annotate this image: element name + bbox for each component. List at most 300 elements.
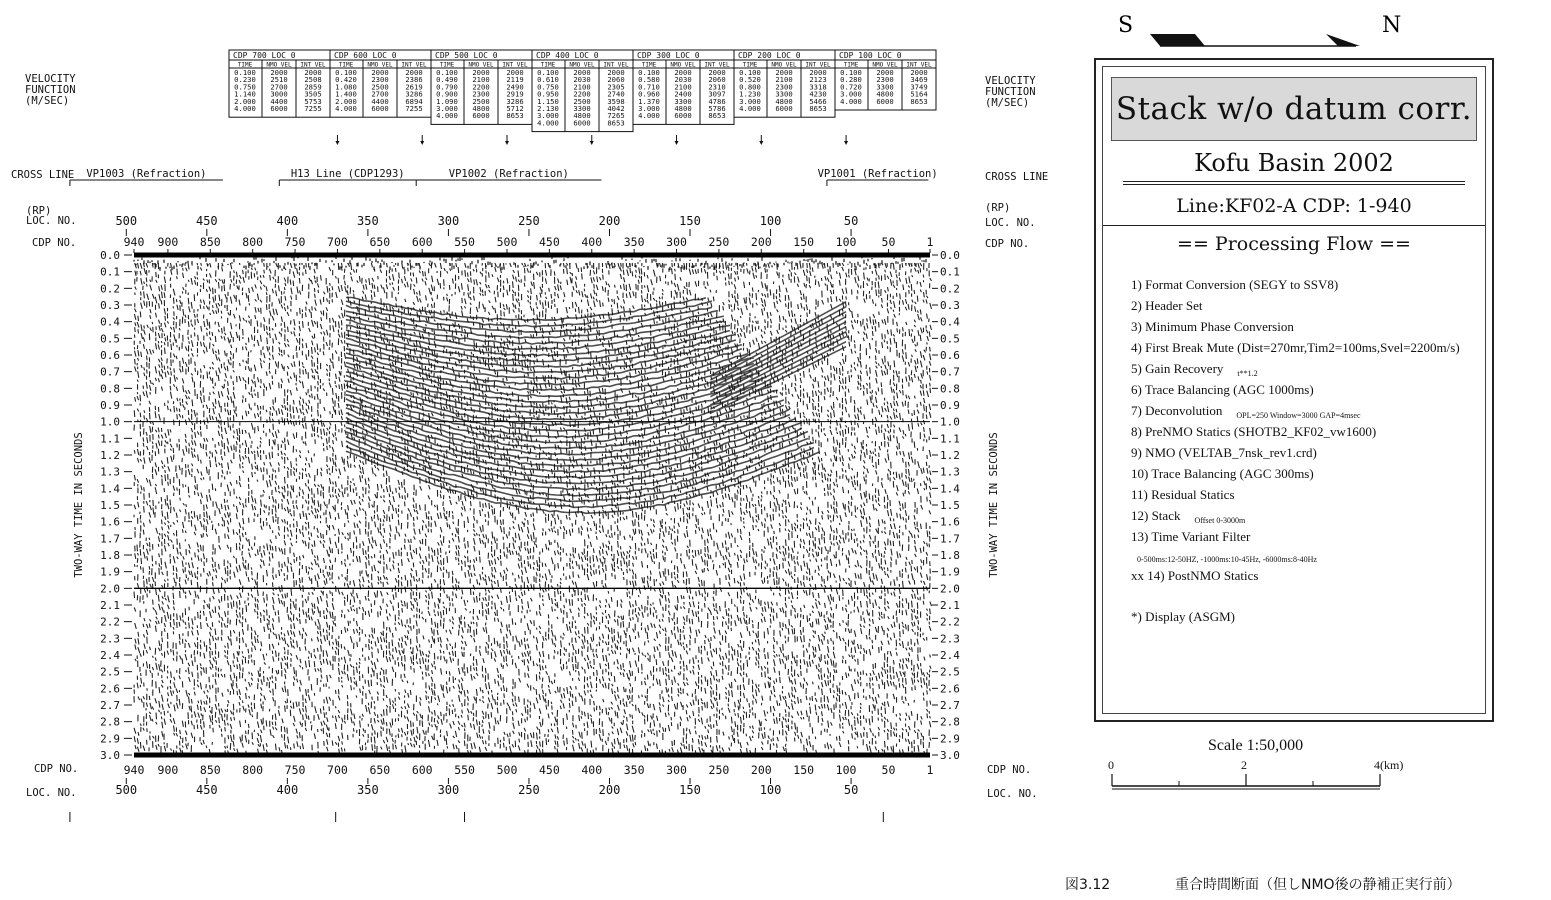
table-cell: 3505 [304,89,322,99]
table-cell: 1.090 [436,96,458,106]
table-cell: 1.150 [537,96,559,106]
table-cell: 0.100 [335,68,357,77]
processing-step-text: 2) Header Set [1131,298,1203,313]
table-cell: 2300 [876,75,894,85]
scale-tick-2: 2 [1241,758,1247,772]
time-tick-label: 2.8 [100,715,120,729]
cdp-tick-label: 50 [881,235,896,249]
table-col-header: INT VEL [906,61,932,69]
table-cell: 2200 [472,82,490,92]
table-cell: 2.130 [537,104,559,113]
cdp-tick-label: 1 [926,763,934,777]
table-header: CDP 700 LOC 0 [233,51,296,60]
table-cell: 2000 [775,68,793,77]
processing-step [1131,403,1361,420]
time-tick-label: 1.3 [100,465,120,479]
processing-step [1131,445,1317,461]
time-tick-label: 0.9 [940,399,960,412]
time-tick-label: 2.8 [940,715,960,729]
processing-step-text: 7) Deconvolution [1131,403,1223,418]
table-cell: 4.000 [840,96,862,106]
table-col-header: TIME [338,61,354,69]
cdp-tick-label: 450 [538,763,560,777]
table-cell: 2000 [876,68,894,77]
table-cell: 4800 [876,89,894,99]
compass-south: S [1118,13,1134,38]
table-cell: 2619 [405,82,423,92]
table-cell: 3469 [910,75,928,85]
cdp-tick-label: 200 [750,235,772,249]
time-tick-label: 1.8 [940,549,960,562]
loc-tick-label: 450 [195,783,218,797]
table-cell: 6000 [674,111,692,121]
loc-tick-label: 250 [518,214,540,228]
loc-tick-label: 400 [276,783,299,797]
cdp-tick-label: 300 [666,763,687,777]
table-cell: 2000 [708,68,726,77]
cdp-tick-label: 100 [835,235,857,249]
divider [1123,181,1465,182]
processing-step [1131,609,1235,625]
table-cell: 0.710 [638,82,660,92]
time-tick-label: 1.1 [940,432,960,446]
velocity-pointer-head [675,141,679,145]
table-cell: 8653 [910,96,928,106]
velocity-label-right: VELOCITY [985,75,1036,87]
flow-title: == Processing Flow == [1177,233,1411,255]
time-tick-label: 2.3 [100,632,120,646]
time-tick-label: 0.8 [940,382,960,396]
table-cell: 0.420 [335,75,357,85]
loc-tick-label: 400 [276,214,299,228]
table-col-header: TIME [742,61,758,69]
time-tick-label: 0.3 [940,299,960,312]
time-tick-label: 3.0 [940,749,960,762]
velocity-label-right: (M/SEC) [985,97,1030,109]
table-cell: 6000 [573,118,591,128]
cdp-tick-label: 50 [881,763,896,777]
time-tick-label: 1.6 [100,515,120,529]
processing-step [1131,277,1338,293]
table-cell: 2030 [674,75,692,85]
table-header: CDP 300 LOC 0 [637,51,700,60]
cross-line-name: VP1003 (Refraction) [86,168,207,180]
table-cell: 1.370 [638,96,660,106]
table-col-header: INT VEL [805,61,831,69]
processing-step-text: 4) First Break Mute (Dist=270mr,Tim2=100ms,Svel=2200m/s) [1131,340,1460,355]
processing-step [1131,529,1250,545]
table-cell: 4400 [371,96,389,106]
processing-step-text: 12) Stack [1131,508,1181,523]
table-col-header: INT VEL [401,61,427,69]
table-cell: 2000 [607,68,625,77]
table-cell: 0.950 [537,89,559,99]
cdp-tick-label: 550 [454,763,475,777]
cdp-tick-label: 100 [835,763,857,777]
processing-step [1131,424,1376,440]
table-cell: 2000 [809,68,827,77]
cdp-tick-label: 250 [708,235,730,249]
table-col-header: NMO VEL [266,61,292,69]
time-tick-label: 0.3 [100,299,120,312]
loc-tick-label: 100 [759,214,782,228]
loc-tick-label: 300 [437,214,460,228]
table-cell: 2300 [371,75,389,85]
table-cell: 3318 [809,82,827,92]
panel-title: Stack w/o datum corr. [1111,77,1477,141]
table-cell: 1.080 [335,82,357,92]
time-tick-label: 1.4 [100,482,120,496]
table-cell: 2.000 [234,96,256,106]
velocity-pointer-head [844,141,848,145]
table-cell: 2500 [573,96,591,106]
time-tick-label: 1.5 [100,499,120,512]
table-cell: 7265 [607,111,625,121]
seismic-texture [134,257,932,757]
table-cell: 2119 [506,75,524,85]
cdp-tick-label: 1 [926,235,934,249]
table-cell: 0.230 [234,75,256,85]
loc-no-label-bottom-right: LOC. NO. [987,788,1038,800]
processing-step-text: 3) Minimum Phase Conversion [1131,319,1294,334]
table-col-header: TIME [439,61,455,69]
loc-no-label-bottom-left: LOC. NO. [26,787,77,799]
table-header: CDP 400 LOC 0 [536,51,599,60]
processing-step [1131,382,1314,398]
scale-title: Scale 1:50,000 [1208,737,1304,754]
table-cell: 8653 [607,118,625,128]
table-cell: 6000 [472,111,490,121]
table-cell: 0.100 [638,68,660,77]
time-tick-label: 1.7 [100,532,120,546]
loc-tick-label: 150 [679,214,701,228]
time-tick-label: 1.4 [940,482,960,496]
table-cell: 4042 [607,104,625,113]
time-tick-label: 2.1 [100,599,120,612]
table-cell: 3.000 [436,104,458,113]
time-axis-label-left: TWO-WAY TIME IN SECONDS [73,432,85,578]
table-cell: 2000 [472,68,490,77]
loc-no-label-left: LOC. NO. [26,215,77,227]
table-cell: 4.000 [335,104,357,113]
table-cell: 0.750 [234,82,256,92]
cdp-tick-label: 940 [123,235,145,249]
loc-tick-label: 350 [357,783,379,797]
compass [1118,13,1401,46]
table-col-header: NMO VEL [670,61,696,69]
processing-step-text: 6) Trace Balancing (AGC 1000ms) [1131,382,1314,397]
time-tick-label: 1.7 [940,532,960,546]
processing-step-text: *) Display (ASGM) [1131,609,1235,624]
cross-line-name: H13 Line (CDP1293) [290,168,405,180]
table-cell: 3.000 [537,111,559,121]
table-cell: 4230 [809,89,827,99]
processing-step [1131,487,1235,503]
table-cell: 2700 [371,89,389,99]
table-col-header: INT VEL [704,61,730,69]
table-cell: 8653 [506,111,524,121]
table-cell: 2859 [304,82,322,92]
compass-north: N [1382,13,1402,38]
time-tick-label: 1.8 [100,549,120,562]
table-cell: 2310 [708,82,726,92]
cdp-tick-label: 150 [793,235,815,249]
table-cell: 6000 [876,96,894,106]
cross-line-label-left: CROSS LINE [11,169,75,181]
processing-step [1131,568,1258,584]
loc-tick-label: 450 [195,214,218,228]
table-cell: 2100 [674,82,692,92]
table-cell: 3300 [573,104,591,113]
table-cell: 4800 [674,104,692,113]
table-col-header: INT VEL [502,61,528,69]
table-cell: 4.000 [234,104,256,113]
table-cell: 2000 [573,68,591,77]
table-col-header: INT VEL [603,61,629,69]
time-tick-label: 2.5 [940,665,960,679]
table-cell: 0.610 [537,75,559,85]
table-header: CDP 200 LOC 0 [738,51,801,60]
cdp-tick-label: 450 [538,235,560,249]
rp-label-right: (RP) [985,202,1011,214]
cdp-tick-label: 300 [666,235,687,249]
time-tick-label: 1.9 [940,565,960,579]
processing-step-text: 8) PreNMO Statics (SHOTB2_KF02_vw1600) [1131,424,1377,439]
processing-step-note: t**1.2 [1237,369,1258,378]
time-tick-label: 1.0 [100,415,120,429]
time-tick-label: 2.0 [940,582,960,596]
table-col-header: NMO VEL [468,61,494,69]
table-col-header: NMO VEL [367,61,393,69]
cdp-tick-label: 650 [369,763,391,777]
table-header: CDP 100 LOC 0 [839,51,902,60]
table-cell: 3749 [910,82,928,92]
table-cell: 0.790 [436,82,458,92]
table-cell: 2740 [607,89,625,99]
processing-step-text: 13) Time Variant Filter [1131,529,1251,544]
velocity-label-left: (M/SEC) [25,95,70,107]
time-tick-label: 1.0 [940,415,960,429]
table-cell: 6894 [405,96,423,106]
time-tick-label: 0.1 [940,265,960,279]
scale-tick-4: 4(km) [1374,758,1404,772]
cdp-tick-label: 650 [369,235,391,249]
processing-step [1131,361,1258,378]
cdp-tick-label: 900 [157,235,179,249]
time-tick-label: 0.4 [100,315,120,329]
table-header: CDP 500 LOC 0 [435,51,498,60]
table-cell: 2060 [607,75,625,85]
time-tick-label: 1.1 [100,432,120,446]
loc-tick-label: 250 [518,783,540,797]
table-cell: 2100 [775,75,793,85]
divider [1123,184,1465,185]
table-cell: 3.000 [840,89,862,99]
table-cell: 6000 [270,104,288,113]
table-cell: 5712 [506,104,524,113]
time-tick-label: 0.7 [940,365,960,379]
table-cell: 4.000 [436,111,458,121]
table-cell: 4800 [775,96,793,106]
loc-tick-label: 350 [357,214,379,228]
table-col-header: TIME [540,61,556,69]
table-col-header: TIME [237,61,253,69]
table-cell: 2386 [405,75,423,85]
time-tick-label: 2.2 [100,615,120,629]
table-cell: 3300 [674,96,692,106]
velocity-pointer-head [759,141,763,145]
cdp-tick-label: 150 [793,763,815,777]
table-cell: 2100 [472,75,490,85]
table-cell: 0.100 [436,68,458,77]
table-cell: 2000 [371,68,389,77]
time-tick-label: 2.3 [940,632,960,646]
time-tick-label: 0.4 [940,315,960,329]
table-cell: 3000 [270,89,288,99]
table-cell: 1.230 [739,89,761,99]
table-cell: 4.000 [638,111,660,121]
project-name: Kofu Basin 2002 [1194,149,1394,177]
processing-step-text: 11) Residual Statics [1131,487,1235,502]
time-tick-label: 3.0 [100,749,120,762]
table-cell: 1.140 [234,89,256,99]
cdp-tick-label: 800 [242,763,264,777]
time-tick-label: 0.2 [940,282,960,296]
loc-tick-label: 500 [115,783,138,797]
cdp-tick-label: 500 [496,763,518,777]
time-tick-label: 0.7 [100,365,120,379]
time-tick-label: 0.8 [100,382,120,396]
time-tick-label: 2.7 [940,699,960,712]
time-tick-label: 0.5 [940,332,960,346]
cross-line-name: VP1001 (Refraction) [817,168,938,180]
time-tick-label: 2.1 [940,599,960,612]
table-cell: 3598 [607,96,625,106]
table-cell: 3286 [506,96,524,106]
line-info: Line:KF02-A CDP: 1-940 [1176,195,1412,217]
table-cell: 2000 [304,68,322,77]
table-cell: 4800 [472,104,490,113]
table-col-header: NMO VEL [771,61,797,69]
velocity-label-left: FUNCTION [25,84,76,96]
cdp-tick-label: 250 [708,763,730,777]
processing-step-text: 1) Format Conversion (SEGY to SSV8) [1131,277,1339,292]
table-cell: 3097 [708,89,726,99]
table-cell: 3300 [775,89,793,99]
divider [1103,225,1485,226]
table-cell: 0.520 [739,75,761,85]
loc-tick-label: 50 [843,214,859,228]
table-cell: 2508 [304,75,322,85]
time-tick-label: 2.2 [940,615,960,629]
table-cell: 2400 [674,89,692,99]
velocity-function-tables [229,50,936,145]
table-cell: 3.000 [638,104,660,113]
table-col-header: TIME [641,61,657,69]
table-cell: 4400 [270,96,288,106]
table-cell: 2000 [270,68,288,77]
processing-step [1137,550,1317,566]
table-cell: 2000 [405,68,423,77]
processing-step-note: Offset 0-3000m [1194,516,1246,525]
cross-line-label-right: CROSS LINE [985,171,1049,183]
cross-line-name: VP1002 (Refraction) [448,168,569,180]
table-cell: 0.100 [840,68,862,77]
time-tick-label: 1.3 [940,465,960,479]
table-cell: 2030 [573,75,591,85]
table-cell: 4786 [708,96,726,106]
time-tick-label: 2.4 [100,649,120,662]
time-tick-label: 2.4 [940,649,960,662]
time-tick-label: 2.6 [940,682,960,696]
processing-step [1131,319,1294,335]
table-cell: 0.960 [638,89,660,99]
cdp-tick-label: 750 [284,235,306,249]
table-cell: 2300 [472,89,490,99]
table-cell: 3300 [876,82,894,92]
table-cell: 2510 [270,75,288,85]
processing-step-text: 9) NMO (VELTAB_7nsk_rev1.crd) [1131,445,1317,460]
table-cell: 6000 [371,104,389,113]
velocity-pointer-head [420,141,424,145]
table-cell: 2500 [472,96,490,106]
table-cell: 2305 [607,82,625,92]
cdp-tick-label: 800 [242,235,264,249]
processing-step [1131,298,1202,314]
table-cell: 2000 [674,68,692,77]
table-cell: 8653 [809,104,827,113]
cdp-tick-label: 600 [411,235,433,249]
velocity-label-right: FUNCTION [985,86,1036,98]
processing-step-text: 10) Trace Balancing (AGC 300ms) [1131,466,1314,481]
time-tick-label: 0.0 [100,249,120,262]
time-tick-label: 0.6 [100,349,120,362]
table-cell: 2490 [506,82,524,92]
table-col-header: INT VEL [300,61,326,69]
loc-tick-label: 200 [598,214,621,228]
time-tick-label: 0.2 [100,282,120,296]
loc-tick-label: 500 [115,214,138,228]
time-tick-label: 2.6 [100,682,120,696]
cdp-no-label-bottom-right: CDP NO. [987,764,1032,776]
cdp-tick-label: 850 [199,763,221,777]
velocity-pointer-head [505,141,509,145]
processing-step [1131,508,1245,525]
time-tick-label: 1.2 [940,449,960,462]
table-cell: 2.000 [335,96,357,106]
table-cell: 4800 [573,111,591,121]
time-axis-label-right: TWO-WAY TIME IN SECONDS [988,432,1000,578]
processing-info-panel [1094,58,1494,722]
table-cell: 4.000 [537,118,559,128]
table-cell: 8653 [708,111,726,121]
figure-number: 図3.12 [1065,877,1111,893]
time-tick-label: 1.2 [100,449,120,462]
cdp-tick-label: 600 [411,763,433,777]
table-cell: 0.100 [234,68,256,77]
table-cell: 2000 [506,68,524,77]
cdp-tick-label: 700 [327,763,348,777]
table-cell: 3.000 [739,96,761,106]
cdp-tick-label: 200 [750,763,772,777]
time-tick-label: 1.6 [940,515,960,529]
time-tick-label: 2.0 [100,582,120,596]
time-tick-label: 1.5 [940,499,960,512]
loc-tick-label: 200 [598,783,621,797]
table-cell: 0.100 [537,68,559,77]
cdp-tick-label: 350 [623,763,645,777]
table-cell: 5786 [708,104,726,113]
